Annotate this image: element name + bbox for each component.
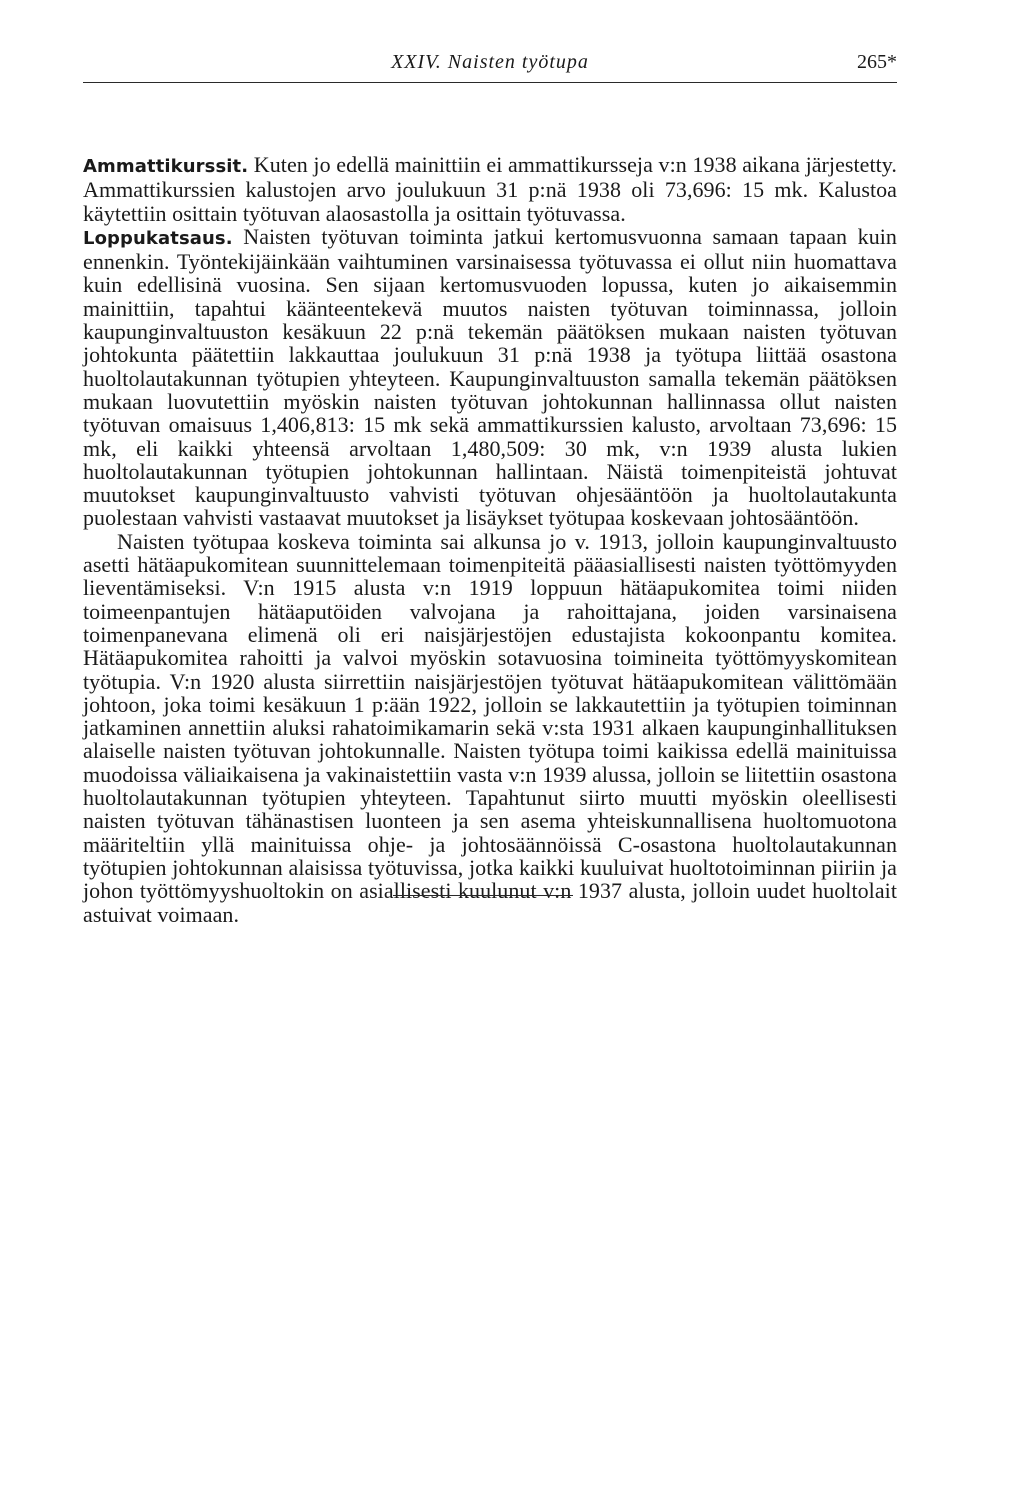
paragraph: Naisten työtupaa koskeva toiminta sai alkunsa jo v. 1913, jolloin kaupunginvaltuusto asetti hätäapukomitean suunnittelemaan toimenpiteitä pääasiallisesti naisten työttömyyden lieventämiseksi. V:n 1915 alusta v:n 1919 loppuun hätäapukomitea toimi niiden toimeenpantujen hätäaputöiden valvojana ja rahoittajana, joiden varsinaisena toimenpanevana elimenä oli eri naisjärjestöjen edustajista kokoonpantu komitea. Hätäapukomitea rahoitti ja valvoi myöskin sotavuosina toimineita työttömyyskomitean työtupia. V:n 1920 alusta siirrettiin naisjärjestöjen työtuvat hätäapukomitean välittömään johtoon, joka toimi kesäkuun 1 p:ään 1922, jolloin se lakkautettiin ja työtupien toiminnan jatkaminen annettiin aluksi rahatoimikamarin sekä v:sta 1931 alkaen kaupunginhallituksen alaiselle naisten työtuvan johtokunnalle. Naisten työtupa toimi kaikissa edellä mainituissa muodoissa väliaikaisena ja vakinaistettiin vasta v:n 1939 alussa, jolloin se liitettiin osastona huoltolautakunnan työtupien yhteyteen. Tapahtunut siirto muutti myöskin oleellisesti naisten työtuvan tähänastisen luonteen ja sen asema yhteiskunnallisena huoltomuotona määriteltiin yllä mainituissa ohje- ja johtosäännöissä C-osastona huoltolautakunnan työtupien johtokunnan alaisissa työtuvissa, jotka kaikki kuuluivat huoltotoiminnan piiriin ja johon työttömyyshuoltokin on asiallisesti kuulunut v:n 1937 alusta, jolloin uudet huoltolait astuivat voimaan.	[83, 528, 897, 927]
paragraph: Kuten jo edellä mainittiin ei ammattikursseja v:n 1938 aikana järjestetty. Ammattikurssien kalustojen arvo joulukuun 31 p:nä 1938 oli 73,696: 15 mk. Kalustoa käytettiin osittain työtuvan alaosastolla ja osittain työtuvassa.	[83, 152, 897, 226]
section-heading: Loppukatsaus.	[83, 227, 233, 249]
section-ammattikurssit	[83, 153, 897, 225]
body-text	[83, 153, 897, 926]
page-number: 265*	[857, 51, 897, 73]
running-header	[83, 48, 897, 83]
end-rule	[393, 895, 573, 896]
document-page	[83, 48, 897, 926]
running-title: XXIV. Naisten työtupa	[391, 51, 589, 73]
section-heading: Ammattikurssit.	[83, 156, 249, 177]
section-loppukatsaus	[83, 225, 897, 530]
paragraph: Naisten työtuvan toiminta jatkui kertomusvuonna samaan tapaan kuin ennenkin. Työntekijäinkään vaihtuminen varsinaisessa työtuvassa ei ollut niin huomattava kuin edellisinä vuosina. Sen sijaan kertomusvuoden lopussa, kuten jo aikaisemmin mainittiin, tapahtui käänteentekevä muutos naisten työtuvan toiminnassa, jolloin kaupunginvaltuuston kesäkuun 22 p:nä tekemän päätöksen mukaan naisten työtuvan johtokunta päätettiin lakkauttaa joulukuun 31 p:nä 1938 ja työtupa liittää osastona huoltolautakunnan työtupien yhteyteen. Kaupunginvaltuuston samalla tekemän päätöksen mukaan luovutettiin myöskin naisten työtuvan johtokunnan hallinnassa ollut naisten työtuvan omaisuus 1,406,813: 15 mk sekä ammattikurssien kalusto, arvoltaan 73,696: 15 mk, eli kaikki yhteensä arvoltaan 1,480,509: 30 mk, v:n 1939 alusta lukien huoltolautakunnan työtupien johtokunnan hallintaan. Näistä toimenpiteistä johtuvat muutokset kaupunginvaltuusto vahvisti työtuvan ohjesääntöön ja huoltolautakunta puolestaan vahvisti vastaavat muutokset ja lisäykset työtupaa koskevaan johtosääntöön.	[83, 223, 897, 531]
